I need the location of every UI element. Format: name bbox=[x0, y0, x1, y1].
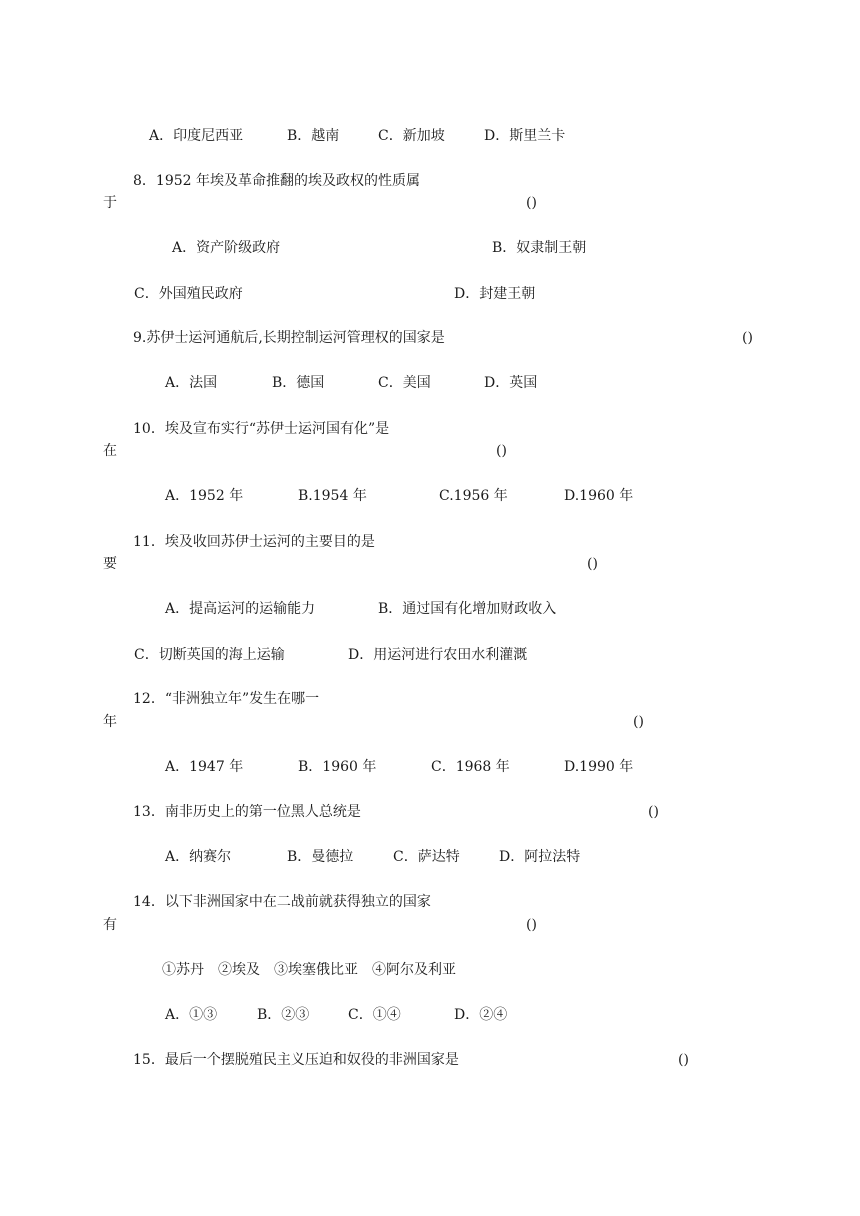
q10-answer-blank: () bbox=[496, 443, 507, 459]
q13-stem: 13．南非历史上的第一位黑人总统是 bbox=[133, 804, 361, 820]
q9-option-c: C．美国 bbox=[378, 375, 431, 391]
q9-option-b: B．德国 bbox=[272, 375, 325, 391]
q13-answer-blank: () bbox=[648, 804, 659, 820]
q8-stem: 8．1952 年埃及革命推翻的埃及政权的性质属 bbox=[133, 173, 420, 189]
q12-option-a: A．1947 年 bbox=[165, 759, 244, 775]
q8-stem-tail: 于 bbox=[103, 195, 117, 211]
q12-option-d: D.1990 年 bbox=[564, 759, 634, 775]
q9-option-a: A．法国 bbox=[165, 375, 218, 391]
q13-option-d: D．阿拉法特 bbox=[499, 849, 581, 865]
q11-stem: 11．埃及收回苏伊士运河的主要目的是 bbox=[133, 534, 375, 550]
q9-stem: 9.苏伊士运河通航后,长期控制运河管理权的国家是 bbox=[133, 330, 445, 346]
q12-answer-blank: () bbox=[633, 714, 644, 730]
q11-option-b: B．通过国有化增加财政收入 bbox=[378, 601, 557, 617]
q10-option-b: B.1954 年 bbox=[298, 488, 367, 504]
q8-option-d: D．封建王朝 bbox=[454, 286, 536, 302]
q12-stem-tail: 年 bbox=[103, 714, 117, 730]
q8-option-a: A．资产阶级政府 bbox=[172, 240, 281, 256]
q12-option-c: C．1968 年 bbox=[431, 759, 510, 775]
q7-option-a: A．印度尼西亚 bbox=[149, 128, 244, 144]
q14-stem-tail: 有 bbox=[103, 917, 117, 933]
q14-option-c: C．①④ bbox=[348, 1007, 401, 1023]
q14-option-b: B．②③ bbox=[257, 1007, 310, 1023]
q11-option-d: D．用运河进行农田水利灌溉 bbox=[348, 647, 528, 663]
q7-option-d: D．斯里兰卡 bbox=[484, 128, 566, 144]
q14-answer-blank: () bbox=[526, 917, 537, 933]
q7-option-b: B．越南 bbox=[287, 128, 340, 144]
q15-stem: 15．最后一个摆脱殖民主义压迫和奴役的非洲国家是 bbox=[133, 1052, 459, 1068]
q13-option-a: A．纳赛尔 bbox=[165, 849, 232, 865]
q11-stem-tail: 要 bbox=[103, 556, 117, 572]
q15-answer-blank: () bbox=[678, 1052, 689, 1068]
q8-answer-blank: () bbox=[526, 195, 537, 211]
q14-option-a: A．①③ bbox=[165, 1007, 218, 1023]
q8-option-c: C．外国殖民政府 bbox=[134, 286, 243, 302]
q13-option-b: B．曼德拉 bbox=[287, 849, 354, 865]
q14-items: ①苏丹 ②埃及 ③埃塞俄比亚 ④阿尔及利亚 bbox=[162, 962, 456, 978]
q12-option-b: B．1960 年 bbox=[298, 759, 377, 775]
q8-option-b: B．奴隶制王朝 bbox=[492, 240, 587, 256]
q10-stem: 10．埃及宣布实行“苏伊士运河国有化”是 bbox=[133, 421, 390, 437]
q10-option-c: C.1956 年 bbox=[439, 488, 508, 504]
q9-option-d: D．英国 bbox=[484, 375, 538, 391]
q11-option-c: C．切断英国的海上运输 bbox=[134, 647, 285, 663]
q12-stem: 12．“非洲独立年”发生在哪一 bbox=[133, 691, 320, 707]
q13-option-c: C．萨达特 bbox=[393, 849, 460, 865]
q10-stem-tail: 在 bbox=[103, 443, 117, 459]
q9-answer-blank: () bbox=[742, 330, 753, 346]
q11-option-a: A．提高运河的运输能力 bbox=[165, 601, 316, 617]
q10-option-d: D.1960 年 bbox=[564, 488, 634, 504]
q11-answer-blank: () bbox=[587, 556, 598, 572]
q14-stem: 14．以下非洲国家中在二战前就获得独立的国家 bbox=[133, 894, 431, 910]
q7-option-c: C．新加坡 bbox=[378, 128, 445, 144]
q14-option-d: D．②④ bbox=[454, 1007, 508, 1023]
q10-option-a: A．1952 年 bbox=[165, 488, 244, 504]
